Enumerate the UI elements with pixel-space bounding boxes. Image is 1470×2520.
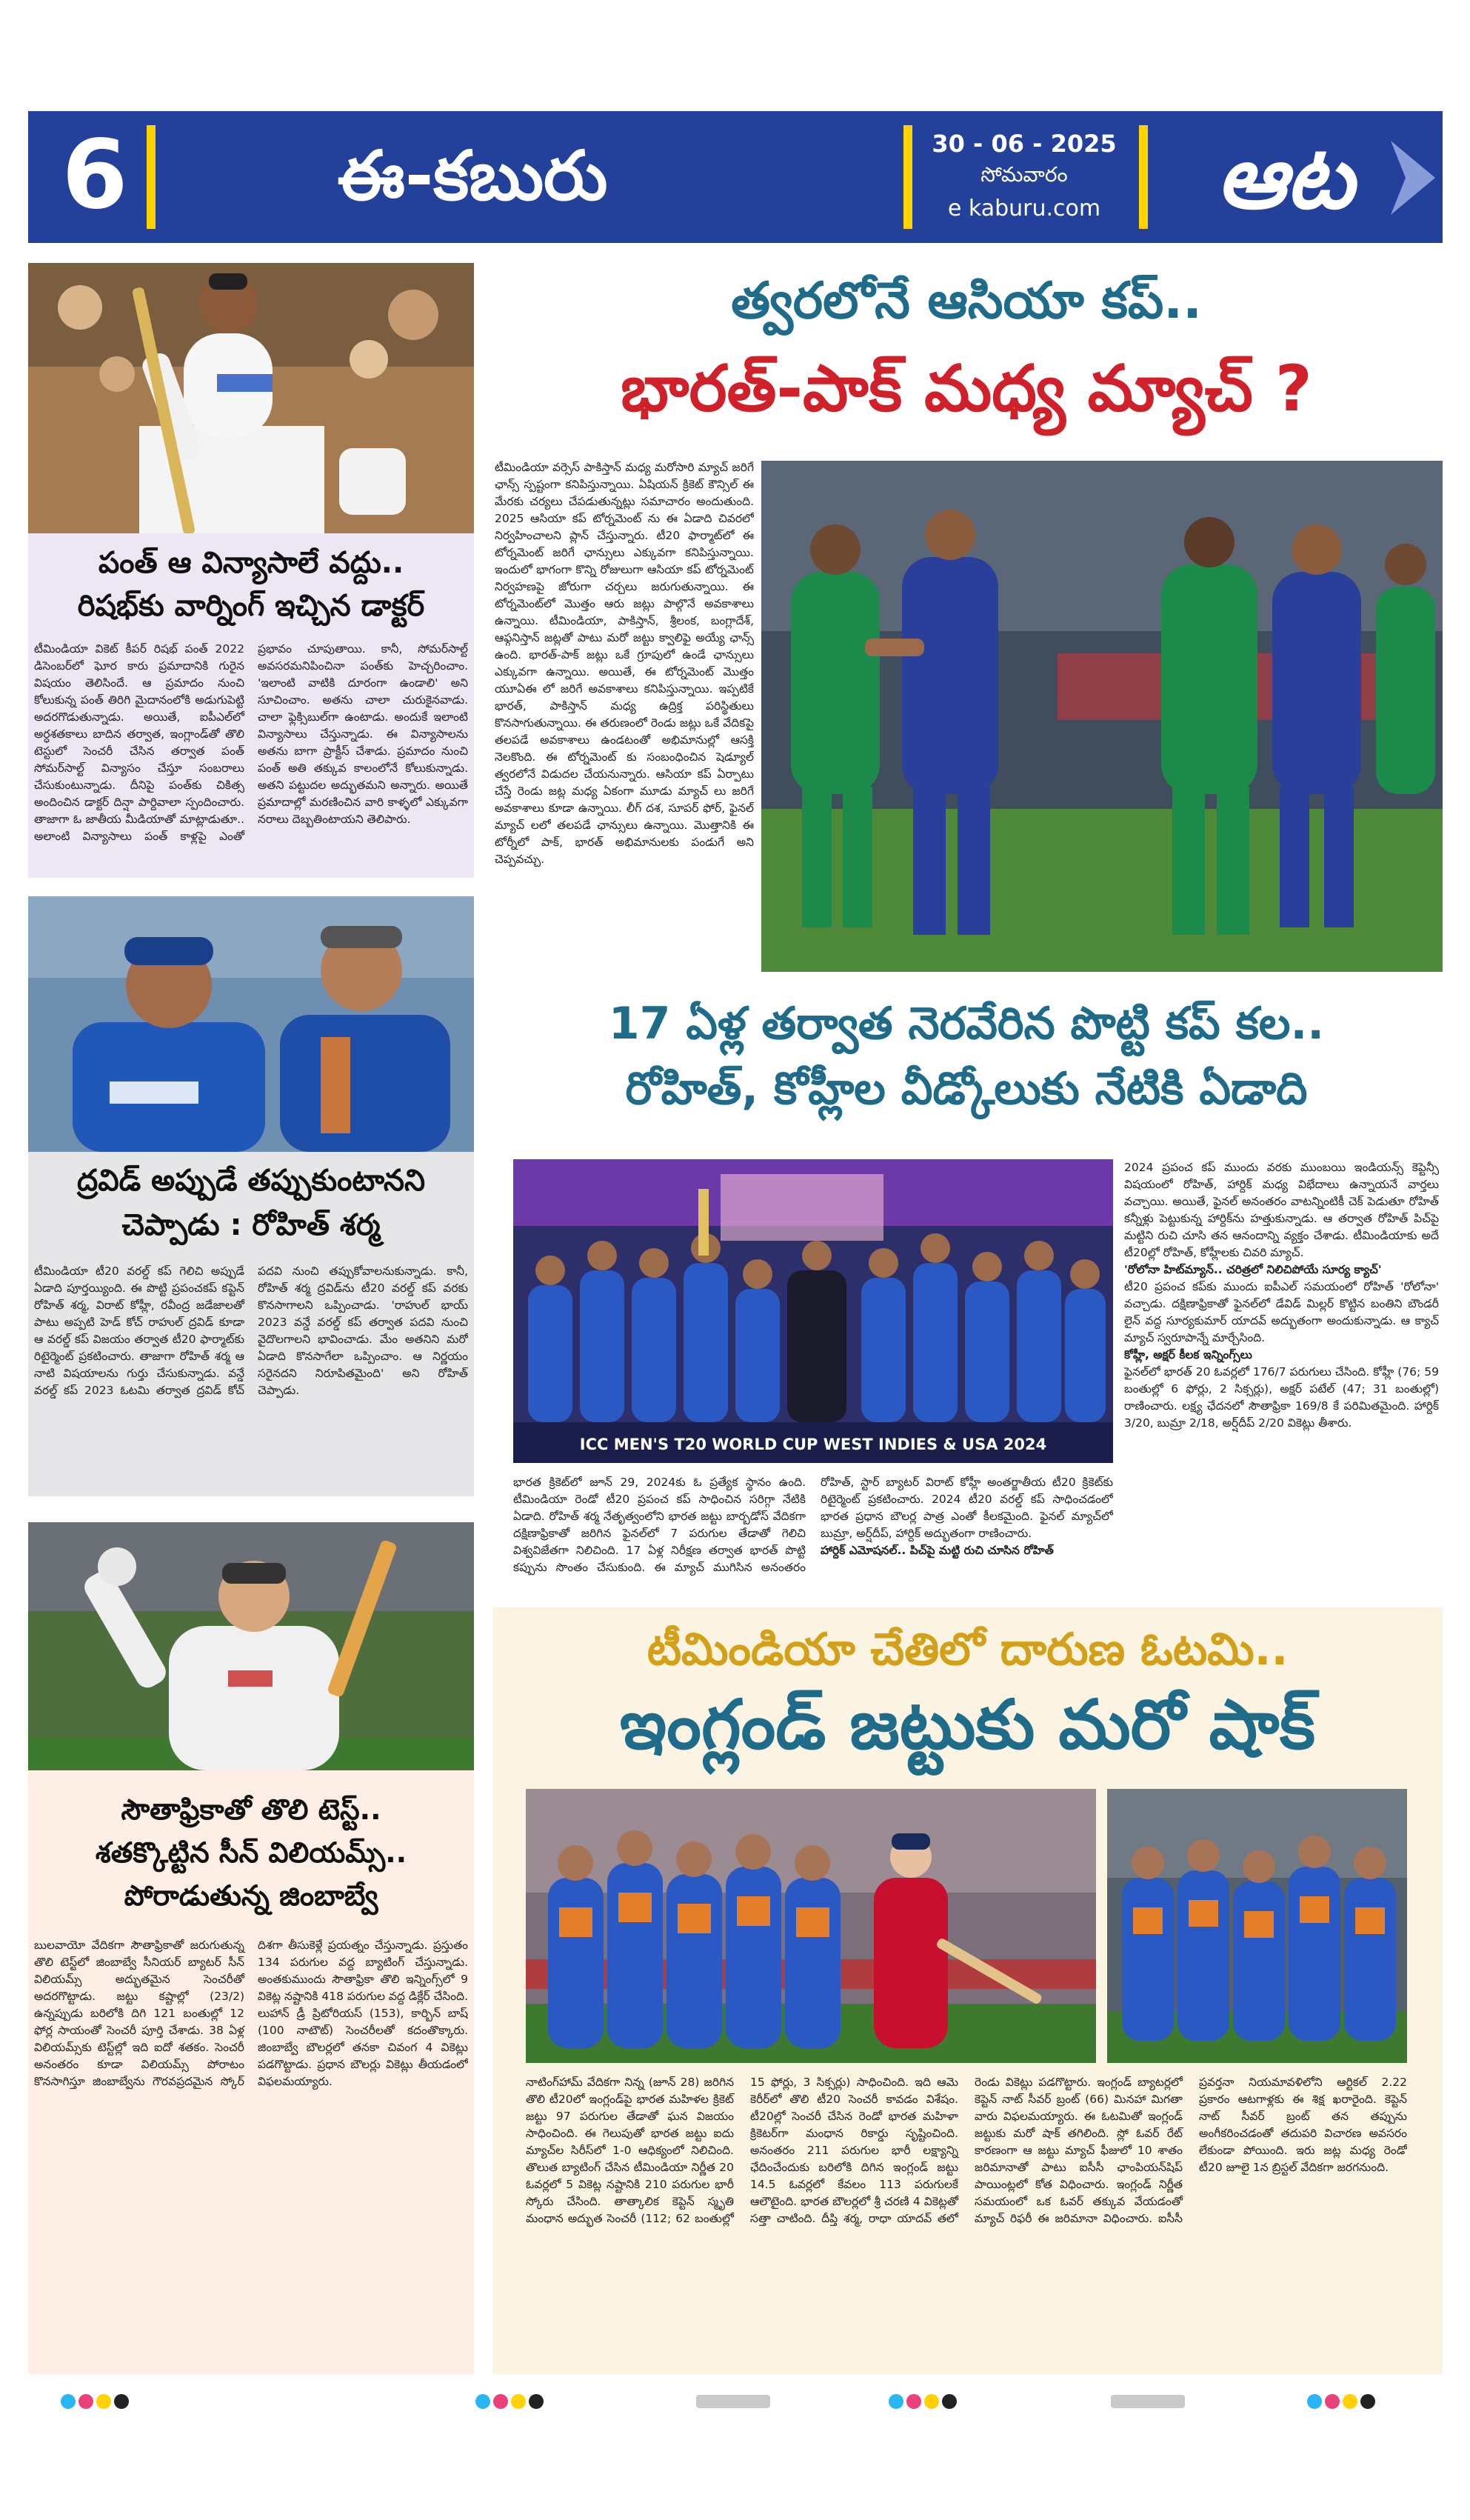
zimbabwe-headline-line3: పోరాడుతున్న జింబాబ్వే	[124, 1879, 378, 1912]
grey-registration-bar	[1111, 2395, 1185, 2408]
color-registration-mark	[1307, 2394, 1375, 2409]
page-number: 6	[61, 120, 128, 230]
divider	[147, 125, 156, 229]
zimbabwe-story-body: బులవాయో వేదికగా సౌతాఫ్రికాతో జరుగుతున్న తొలి టెస్ట్‌లో జింబాబ్వే సీనియర్ బ్యాటర్ సీన్ విలియమ్స్ అద్భుతమైన సెంచరీతో అదరగొట్టాడు. జట్టు కష్టాల్లో (23/2) ఉన్నప్పుడు బరిలోకి దిగి 121 బంతుల్లో 12 ఫోర్ల సాయంతో సెంచరీ పూర్తి చేశాడు. 38 ఏళ్ల విలియమ్స్‌కు టెస్ట్‌ల్లో ఇది ఐదో శతకం. సెంచరీ అనంతరం కూడా విలియమ్స్ పోరాటం కొనసాగిస్తూ జింబాబ్వేను గౌరవప్రదమైన స్కోర్ దిశగా తీసుకెళ్లే ప్రయత్నం చేస్తున్నాడు. ప్రస్తుతం 134 పరుగుల వద్ద బ్యాటింగ్ చేస్తున్నాడు. అంతకుముందు సౌతాఫ్రికా తొలి ఇన్నింగ్స్‌లో 9 వికెట్ల నష్టానికి 418 పరుగుల వద్ద డిక్లేర్ చేసింది. లుహాన్ డ్రీ ప్రిటోరియస్ (153), కార్బిన్ బాష్ (100 నాటౌట్) సెంచరీలతో కదంతొక్కారు. జింబాబ్వే బౌలర్లలో తనకా చివంగ 4 వికెట్లు పడగొట్టాడు. ప్రధాన బౌలర్లు వికెట్లు తీయడంలో విఫలమయ్యారు.	[34, 1939, 468, 2088]
color-registration-mark	[475, 2394, 544, 2409]
t20-subhead-1: హార్దిక్ ఎమోషనల్.. పిచ్‌పై మట్టి రుచి చూసిన రోహిత్	[821, 1544, 1054, 1557]
dravid-story	[28, 896, 474, 1496]
t20-body-right: టీ20 ప్రపంచ కప్‌కు ముందు ఐపీఎల్ సమయంలో రోహిత్ 'రోలోనా' వచ్చాడు. దక్షిణాఫ్రికాతో ఫైనల్‌లో డేవిడ్ మిల్లర్ కొట్టిన బంతిని బౌండరీ లైన్ వద్ద సూర్యకుమార్ యాదవ్ అద్భుతంగా అందుకున్నాడు. ఆ క్యాచ్ మ్యాచ్ స్వరూపాన్నే మార్చేసింది.	[1124, 1280, 1439, 1344]
t20-photo-caption: ICC MEN'S T20 WORLD CUP WEST INDIES & USA 2024	[579, 1436, 1047, 1453]
masthead	[28, 111, 1443, 243]
website[interactable]: e kaburu.com	[947, 196, 1101, 221]
india-women-team-huddle-photo	[1107, 1789, 1407, 2063]
india-pakistan-handshake-photo	[761, 461, 1443, 972]
t20-world-cup-celebration-photo	[513, 1159, 1113, 1463]
pant-headline-line2: రిషభ్‌కు వార్నింగ్ ఇచ్చిన డాక్టర్	[77, 589, 425, 623]
zimbabwe-headline-line1: సౌతాఫ్రికాతో తొలి టెస్ట్..	[121, 1793, 381, 1826]
asia-cup-body: టీమిండియా వర్సెస్ పాకిస్తాన్ మధ్య మరోసారి మ్యాచ్ జరిగే ఛాన్స్ స్పష్టంగా కనిపిస్తున్నాయి. ఏషియన్ క్రికెట్ కౌన్సిల్ ఈ మేరకు చర్యలు చేపడుతున్నట్లు సమాచారం అందుతుంది. 2025 ఆసియా కప్ టోర్నమెంట్ ను ఈ ఏడాది చివరలో నిర్వహించాలని ప్లాన్ చేస్తున్నారు. టీ20 ఫార్మాట్‌లో ఈ టోర్నమెంట్ జరిగే ఛాన్సులు ఎక్కువగా కనిపిస్తున్నాయి. ఇందులో భాగంగా కొన్ని రోజులుగా ఆసియా కప్ టోర్నమెంట్ నిర్వహణపై జోరుగా చర్చలు జరుగుతున్నాయి. ఈ టోర్నమెంట్‌లో మొత్తం ఆరు జట్లు పాల్గొనే అవకాశాలు ఉన్నాయి. టీమిండియా, పాకిస్తాన్, శ్రీలంక, బంగ్లాదేశ్, ఆఫ్గనిస్తాన్ జట్లతో పాటు మరో జట్టు క్వాలిఫై అయ్యే ఛాన్స్ ఉంది. భారత్-పాక్ జట్లు ఒకే గ్రూపులో ఉండే ఛాన్సులు ఎక్కువగా ఉన్నాయి. అయితే, ఈ టోర్నమెంట్ మొత్తం యూఏఈ లో జరిగే అవకాశాలు కనిపిస్తున్నాయి. ఇప్పటికే భారత్, పాకిస్తాన్ మధ్య ఉద్రిక్త పరిస్థితులు కొనసాగుతున్నాయి. ఈ తరుణంలో రెండు జట్లు ఒకే వేదికపై తలపడే అవకాశాలు ఉండటంతో అభిమానుల్లో ఆసక్తి నెలకొంది. ఈ టోర్నమెంట్ కు సంబంధించిన షెడ్యూల్ త్వరలోనే విడుదల చేయనున్నారు. ఆసియా కప్ ఏర్పాటు చేస్తే రెండు జట్ల మధ్య ఏకంగా మూడు మ్యాచ్ లు జరిగే అవకాశాలు కూడా ఉన్నాయి. లీగ్ దశ, సూపర్ ఫోర్, ఫైనల్ మ్యాచ్ లలో తలపడే ఛాన్సులు ఉన్నాయి. మొత్తానికి ఈ టోర్నీలో పాక్, భారత్ అభిమానులకు పండుగే అని చెప్పవచ్చు.	[495, 461, 754, 866]
t20-body-right-top	[1124, 1159, 1439, 1467]
women-headline-line2: ఇంగ్లండ్ జట్టుకు మరో షాక్	[619, 1685, 1316, 1764]
t20-headline-line2: రోహిత్, కోహ్లీల వీడ్కోలుకు నేటికి ఏడాది	[625, 1063, 1308, 1115]
india-women-celebration-photo	[526, 1789, 1096, 2063]
asia-cup-headline-line1: త్వరలోనే ఆసియా కప్..	[731, 272, 1202, 330]
section-title: ఆట	[1216, 126, 1354, 228]
women-story	[492, 1607, 1443, 2374]
color-registration-mark	[889, 2394, 957, 2409]
women-story-body: నాటింగ్‌హామ్ వేదికగా నిన్న (జూన్ 28) జరిగిన తొలి టీ20లో ఇంగ్లండ్‌పై భారత మహిళల క్రికెట్ జట్టు 97 పరుగుల తేడాతో ఘన విజయం సాధించింది. ఈ గెలుపుతో భారత జట్టు ఐదు మ్యాచ్‌ల సిరీస్‌లో 1-0 ఆధిక్యంలో నిలిచింది. తొలుత బ్యాటింగ్ చేసిన టీమిండియా నిర్ణీత 20 ఓవర్లలో 5 వికెట్ల నష్టానికి 210 పరుగుల భారీ స్కోరు చేసింది. తాత్కాలిక కెప్టెన్ స్మృతి మంధాన అద్భుత సెంచరీ (112; 62 బంతుల్లో 15 ఫోర్లు, 3 సిక్సర్లు) సాధించింది. ఇది ఆమె కెరీర్‌లో తొలి టీ20 సెంచరీ కావడం విశేషం. టీ20ల్లో సెంచరీ చేసిన రెండో భారత మహిళా క్రికెటర్‌గా మంధాన రికార్డు సృష్టించింది. అనంతరం 211 పరుగుల భారీ లక్ష్యాన్ని ఛేదించేందుకు బరిలోకి దిగిన ఇంగ్లండ్ జట్టు 14.5 ఓవర్లలో కేవలం 113 పరుగులకే ఆలౌటైంది. భారత బౌలర్లలో శ్రీ చరణి 4 వికెట్లతో సత్తా చాటింది. దీప్తి శర్మ, రాధా యాదవ్ తలో రెండు వికెట్లు పడగొట్టారు. ఇంగ్లండ్ బ్యాటర్లలో కెప్టెన్ నాట్ సీవర్ బ్రంట్ (66) మినహా మిగతా వారు విఫలమయ్యారు. ఈ ఓటమితో ఇంగ్లండ్ జట్టుకు మరో షాక్ తగిలింది. స్లో ఓవర్ రేట్ కారణంగా ఆ జట్టు మ్యాచ్ ఫీజులో 10 శాతం జరిమానాతో పాటు ఐసీసీ ఛాంపియన్‌షిప్ పాయింట్లలో కోత విధించారు. ఇంగ్లండ్ నిర్ణీత సమయంలో ఒక ఓవర్ తక్కువ వేయడంతో మ్యాచ్ రిఫరీ ఈ జరిమానా విధించారు. ఐసీసీ ప్రవర్తనా నియమావళిలోని ఆర్టికల్ 2.22 ప్రకారం ఆటగాళ్లకు ఈ శిక్ష ఖరారైంది. కెప్టెన్ నాట్ సీవర్ బ్రంట్ తన తప్పును అంగీకరించడంతో తదుపరి విచారణ అవసరం లేకుండా పోయింది. ఇరు జట్ల మధ్య రెండో టీ20 జూలై 1న బ్రిస్టల్ వేదికగా జరగనుంది.	[526, 2076, 1407, 2225]
issue-date: 30 - 06 - 2025	[932, 130, 1117, 158]
date-box	[924, 123, 1124, 231]
t20-headline-line1: 17 ఏళ్ల తర్వాత నెరవేరిన పొట్టి కప్ కల..	[608, 998, 1325, 1050]
pant-headline	[28, 537, 474, 633]
divider	[903, 125, 912, 229]
zimbabwe-headline-line2: శతక్కొట్టిన సీన్ విలియమ్స్..	[95, 1836, 407, 1869]
t20-body-end: ఫైనల్‌లో భారత్ 20 ఓవర్లలో 176/7 పరుగులు చేసింది. కోహ్లీ (76; 59 బంతుల్లో 6 ఫోర్లు, 2 సిక్సర్లు), అక్షర్ పటేల్ (47; 31 బంతుల్లో) రాణించారు. లక్ష్య ఛేదనలో సౌతాఫ్రికా 169/8 కే పరిమితమైంది. హార్దిక్ 3/20, బుమ్రా 2/18, అర్ష్‌దీప్ 2/20 వికెట్లు తీశారు.	[1124, 1365, 1439, 1430]
zimbabwe-headline	[28, 1778, 474, 1926]
dravid-story-body: టీమిండియా టీ20 వరల్డ్ కప్ గెలిచి అప్పుడే ఏడాది పూర్తయ్యింది. ఈ పొట్టి ప్రపంచకప్ కప్టెన్ రోహిత్ శర్మ, విరాట్ కోహ్లీ, రవీంద్ర జడేజాలతో పాటు అప్పటి హెడ్ కోచ్ రాహుల్ ద్రవిడ్ కూడా ఆ వరల్డ్ కప్ విజయం తర్వాత టీ20 ఫార్మాట్‌కు రిటైర్మెంట్ ప్రకటించారు. తాజాగా రోహిత్ శర్మ ఆ నాటి విషయాలను గుర్తు చేసుకున్నాడు. వన్డే వరల్డ్ కప్ 2023 ఓటమి తర్వాత ద్రవిడ్ కోచ్ పదవి నుంచి తప్పుకోవాలనుకున్నాడు. కానీ, రోహిత్ శర్మ ద్రవిడ్‌ను టీ20 వరల్డ్ కప్ వరకు కొనసాగాలని ఒప్పించాడు. 'రాహుల్ భాయ్ 2023 వన్డే వరల్డ్ కప్ తర్వాత పదవి నుంచి వైదొలగాలని భావించాడు. మేం అతనిని మరో ఏడాది కొనసాగేలా ఒప్పించాం. ఆ నిర్ణయం సరైనదని నిరూపితమైంది' అని రోహిత్ చెప్పాడు.	[34, 1264, 468, 1397]
zimbabwe-story	[28, 1522, 474, 2374]
t20-body-left: భారత క్రికెట్‌లో జూన్ 29, 2024కు ఓ ప్రత్యేక స్థానం ఉంది. టీమిండియా రెండో టీ20 ప్రపంచ కప్ సాధించిన సరిగ్గా నేటికి ఏడాది. రోహిత్ శర్మ నేతృత్వంలోని భారత జట్టు బార్బడోస్ వేదికగా దక్షిణాఫ్రికాతో జరిగిన ఫైనల్‌లో 7 పరుగుల తేడాతో గెలిచి విశ్వవిజేతగా నిలిచింది. 17 ఏళ్ల నిరీక్షణ తర్వాత భారత్ పొట్టి కప్పును సొంతం చేసుకుంది. ఈ మ్యాచ్ ముగిసిన అనంతరం రోహిత్, స్టార్ బ్యాటర్ విరాట్ కోహ్లీ అంతర్జాతీయ టీ20 క్రికెట్‌కు రిటైర్మెంట్ ప్రకటించారు. 2024 టీ20 వరల్డ్ కప్ సాధించడంలో భారత ప్రధాన బౌలర్ల పాత్ర ఎంతో కీలకమైంది. ఫైనల్ మ్యాచ్‌లో బుమ్రా, అర్ష్‌దీప్, హార్దిక్ అద్భుతంగా రాణించారు.	[513, 1476, 1113, 1574]
sean-williams-photo	[28, 1522, 474, 1770]
t20-body-mid: 2024 ప్రపంచ కప్ ముందు వరకు ముంబయి ఇండియన్స్ కెప్టెన్సీ విషయంలో రోహిత్, హార్దిక్ మధ్య విభేదాలు ఉన్నాయనే వార్తలు వచ్చాయి. అయితే, ఫైనల్ అనంతరం వాటన్నింటికీ చెక్ పెడుతూ రోహిత్ కన్నీళ్లు పెట్టుకున్న హార్దిక్‌ను హత్తుకున్నాడు. ఆ తర్వాత రోహిత్ పిచ్‌పై మట్టిని రుచి చూసి తన ఆనందాన్ని వ్యక్తం చేశాడు. టీమిండియాకు అదే టీ20ల్లో రోహిత్, కోహ్లీలకు చివరి మ్యాచ్.	[1124, 1161, 1439, 1259]
runner-swoosh-icon	[1391, 133, 1443, 222]
divider	[1139, 125, 1148, 229]
grey-registration-bar	[696, 2395, 770, 2408]
t20-body-bottom	[513, 1474, 1113, 1593]
rishabh-pant-photo	[28, 263, 474, 533]
asia-cup-headline-line2: భారత్-పాక్ మధ్య మ్యాచ్ ?	[621, 352, 1312, 426]
brand-logo-text: ఈ-కబురు	[337, 136, 608, 216]
pant-story-body: టీమిండియా వికెట్ కీపర్ రిషభ్ పంత్ 2022 డిసెంబర్‌లో ఘోర కారు ప్రమాదానికి గురైన విషయం తెలిసిందే. ఆ ప్రమాదం నుంచి కోలుకున్న పంత్ తిరిగి మైదానంలోకి అడుగుపెట్టి అదరగొడుతున్నాడు. అయితే, ఐపీఎల్‌లో అర్ధశతకాలు బాదిన తర్వాత, ఇంగ్లాండ్‌తో తొలి టెస్టులో సెంచరీ చేసిన తర్వాత పంత్ సోమర్‌సాల్ట్ విన్యాసం చేస్తూ సంబరాలు చేసుకుంటున్నాడు. దీనిపై పంత్‌కు చికిత్స అందించిన డాక్టర్ దిన్షా పార్దివాలా స్పందించారు. తాజాగా ఓ జాతీయ మీడియాతో మాట్లాడుతూ.. అలాంటి విన్యాసాలు పంత్ కాళ్లపై ఎంతో ప్రభావం చూపుతాయి. కానీ, సోమర్‌సాల్ట్ అవసరమనిపించినా పంత్‌కు హెచ్చరించాం. 'ఇలాంటి వాటికి దూరంగా ఉండాలి' అని సూచించాం. అతను చాలా చురుకైనవాడు. చాలా ఫ్లెక్సిబుల్‌గా ఉంటాడు. అందుకే ఇలాంటి విన్యాసాలు చేస్తున్నాడు. ఈ విన్యాసాలను అతను బాగా ప్రాక్టీస్ చేశాడు. ప్రమాదం నుంచి పంత్ అతి తక్కువ కాలంలోనే కోలుకున్నాడు. అతని పట్టుదల అద్భుతమని అన్నారు. అయితే ప్రమాదాల్లో మరణించిన వారి కాళ్ళలో ఎక్కువగా నరాలు దెబ్బతింటాయని తెలిపారు.	[34, 642, 468, 843]
t20-subhead-3: కోహ్లీ, అక్షర్ కీలక ఇన్నింగ్స్‌లు	[1124, 1348, 1252, 1361]
t20-subhead-2: 'రోలోనా హిట్‌మ్యాన్.. చరిత్రలో నిలిచిపోయే సూర్య క్యాచ్'	[1124, 1263, 1382, 1276]
issue-weekday: సోమవారం	[980, 162, 1068, 187]
rohit-dravid-photo	[28, 896, 474, 1152]
color-registration-mark	[61, 2394, 129, 2409]
women-headline-line1: టీమిండియా చేతిలో దారుణ ఓటమి..	[647, 1624, 1289, 1676]
dravid-headline	[28, 1156, 474, 1252]
dravid-headline-line1: ద్రవిడ్ అప్పుడే తప్పుకుంటానని	[76, 1164, 426, 1198]
dravid-headline-line2: చెప్పాడు : రోహిత్ శర్మ	[121, 1208, 381, 1242]
pant-headline-line1: పంత్ ఆ విన్యాసాలే వద్దు..	[98, 546, 404, 580]
pant-story	[28, 263, 474, 878]
